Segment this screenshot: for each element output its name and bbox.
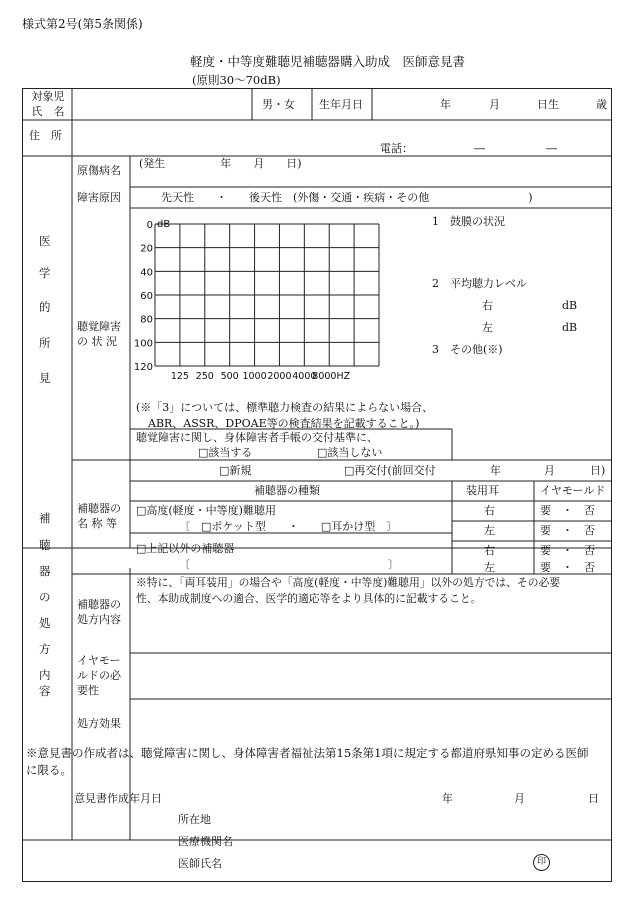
aid-section-char: 処 (39, 616, 51, 630)
db-unit-right: dB (562, 299, 578, 312)
audiogram-y-tick: 60 (140, 291, 153, 302)
onset-date: (発生 年 月 日) (139, 157, 302, 170)
medical-section-char: 見 (39, 371, 51, 385)
audiogram-y-tick: 100 (133, 338, 153, 350)
reissue-month: 月 (544, 464, 555, 477)
earmold-need-label-line2: ルドの必 (77, 668, 121, 682)
reissue-checkbox[interactable]: □再交付(前回交付 (344, 464, 436, 477)
form-number: 様式第2号(第5条関係) (22, 17, 143, 31)
form-title: 軽度・中等度難聴児補聴器購入助成 医師意見書 (190, 54, 466, 69)
medical-section-char: 医 (39, 234, 51, 248)
earmold-need-label-line1: イヤモー (77, 654, 121, 667)
audiogram-y-tick: 80 (140, 314, 153, 326)
aid-section-char: 容 (39, 684, 51, 698)
aid-option-2-sub: 〔 〕 (179, 558, 399, 571)
aid-option-1-checkbox[interactable]: □高度(軽度・中等度)難聴用 (136, 504, 276, 517)
medical-section-char: 的 (39, 300, 51, 314)
birth-year: 年 (440, 98, 451, 111)
ear-left-1: 左 (484, 524, 495, 537)
audiogram-x-tick: 8000HZ (312, 371, 351, 382)
audiogram-x-tick: 4000 (292, 371, 317, 382)
audiogram-x-tick: 125 (170, 371, 189, 382)
note-line-1: (※「3」については、標準聴力検査の結果によらない場合、 (136, 401, 434, 414)
prescription-label-line2: 処方内容 (77, 612, 121, 626)
ear-header: 装用耳 (466, 484, 499, 497)
date-year: 年 (442, 792, 453, 805)
earmold-need-label (77, 654, 121, 699)
audiogram-y-unit: dB (157, 219, 171, 230)
child-name-label (28, 90, 68, 120)
aid-type-header: 補聴器の種類 (254, 484, 320, 497)
earmold-need-3[interactable]: 要 ・ 否 (540, 544, 595, 557)
hearing-status-label (77, 320, 121, 350)
opinion-form (22, 88, 612, 882)
earmold-need-2[interactable]: 要 ・ 否 (540, 524, 595, 537)
author-note-1: ※意見書の作成者は、聴覚障害に関し、身体障害者福祉法第15条第1項に規定する都道府県知事の定める医師 (26, 746, 589, 760)
address-label: 住 所 (29, 129, 62, 142)
aid-section-char: の (39, 590, 51, 604)
reissue-day: 日) (590, 464, 606, 477)
earmold-header: イヤモールド (540, 484, 606, 497)
aid-name-label-line2: 名 称 等 (77, 516, 117, 530)
date-day: 日 (588, 792, 599, 805)
note-line-2: ABR、ASSR、DPOAE等の検査結果を記載すること。) (148, 417, 420, 430)
aid-section-char: 内 (39, 668, 51, 682)
aid-section-char: 補 (39, 511, 51, 525)
medical-section-char: 学 (39, 266, 51, 280)
child-name-label-line2: 氏 名 (31, 104, 65, 118)
avg-level-label: 2 平均聴力レベル (432, 277, 527, 290)
right-ear-label: 右 (482, 299, 493, 312)
earmold-need-4[interactable]: 要 ・ 否 (540, 561, 595, 574)
birthdate-label: 生年月日 (319, 98, 363, 111)
gender-label: 男・女 (262, 98, 295, 111)
aid-section-char: 方 (39, 642, 51, 656)
audiogram-y-tick: 40 (140, 267, 153, 279)
criteria-no-checkbox[interactable]: □該当しない (317, 446, 383, 459)
phone-label: 電話： (380, 142, 413, 155)
prescription-label (77, 598, 121, 628)
cause-options: 先天性 ・ 後天性 (外傷・交通・疾病・その他 ) (161, 191, 533, 204)
seal-text: 印 (536, 857, 546, 867)
aid-option-2-checkbox[interactable]: □上記以外の補聴器 (136, 542, 235, 555)
address-footer-label: 所在地 (178, 813, 211, 826)
form-subtitle: (原則30～70dB) (192, 73, 281, 87)
prescription-label-line1: 補聴器の (77, 598, 121, 611)
author-note-2: に限る。 (26, 763, 72, 777)
eardrum-label: 1 鼓膜の状況 (432, 215, 505, 228)
doctor-name-label: 医師氏名 (178, 857, 222, 870)
aid-option-1-sub: 〔 □ポケット型 ・ □耳かけ型 〕 (179, 520, 398, 533)
effect-label: 処方効果 (77, 717, 121, 730)
medical-section-char: 所 (39, 336, 51, 350)
birth-month: 月 (489, 98, 500, 111)
new-checkbox[interactable]: □新規 (219, 464, 252, 477)
aid-name-label (77, 502, 121, 532)
reissue-year: 年 (490, 464, 501, 477)
date-month: 月 (514, 792, 525, 805)
ear-right-1: 右 (484, 504, 495, 517)
aid-name-label-line1: 補聴器の (77, 502, 121, 515)
cause-disease-label: 原傷病名 (77, 164, 121, 177)
audiogram-x-tick: 250 (195, 371, 214, 382)
hearing-status-label-line2: の 状 況 (77, 334, 117, 348)
age-label: 歳 (596, 98, 607, 111)
criteria-line: 聴覚障害に関し、身体障害者手帳の交付基準に、 (136, 431, 378, 444)
ear-left-2: 左 (484, 561, 495, 574)
child-name-label-line1: 対象児 (31, 90, 65, 103)
audiogram-x-tick: 1000 (242, 371, 267, 382)
earmold-need-1[interactable]: 要 ・ 否 (540, 504, 595, 517)
other-label: 3 その他(※) (432, 343, 503, 356)
left-ear-label: 左 (482, 321, 493, 334)
date-label: 意見書作成年月日 (74, 792, 162, 805)
institution-label: 医療機関名 (178, 835, 233, 848)
audiogram-x-tick: 500 (220, 371, 239, 382)
db-unit-left: dB (562, 321, 578, 334)
audiogram-x-tick: 2000 (267, 371, 292, 382)
aid-section-char: 聴 (39, 538, 51, 552)
prescription-note-2: 性、本助成制度への適合、医学的適応等をより具体的に記載すること。 (136, 592, 482, 605)
cause-label: 障害原因 (77, 191, 121, 204)
birth-day: 日生 (537, 98, 559, 111)
hearing-status-label-line1: 聴覚障害 (77, 320, 121, 333)
ear-right-2: 右 (484, 544, 495, 557)
audiogram-y-tick: 120 (133, 362, 153, 373)
audiogram-y-tick: 0 (146, 220, 153, 231)
earmold-need-label-line3: 要性 (77, 683, 99, 697)
audiogram-y-tick: 20 (140, 243, 153, 255)
phone-dash-1: ― (474, 142, 485, 155)
phone-dash-2: ― (546, 142, 557, 155)
seal-mark (533, 854, 550, 871)
criteria-yes-checkbox[interactable]: □該当する (198, 446, 253, 459)
prescription-note-1: ※特に、「両耳装用」の場合や「高度(軽度・中等度)難聴用」以外の処方では、その必要 (136, 576, 561, 589)
aid-section-char: 器 (39, 564, 51, 578)
